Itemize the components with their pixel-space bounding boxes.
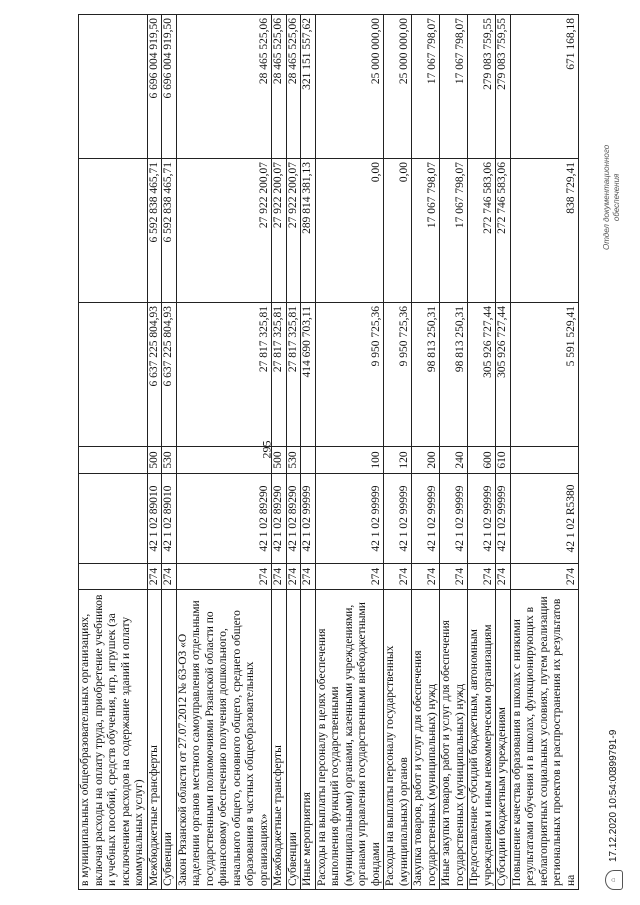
- footer-timestamp: 17.12.2020 10:54:00: [608, 770, 619, 862]
- office-stamp-line: обеспечения: [612, 173, 621, 222]
- expense-type-cell: 530: [162, 447, 177, 474]
- ministry-code-cell: 274: [384, 564, 412, 590]
- table-row: [315, 15, 384, 890]
- ministry-code-cell: 274: [301, 564, 316, 590]
- table-row: [301, 15, 316, 890]
- amount-year1-cell: 27 817 325,81: [272, 303, 287, 447]
- target-article-cell: 42 1 02 89290: [272, 474, 287, 564]
- rotated-page-content: [78, 15, 577, 890]
- expense-type-cell: 530: [286, 447, 301, 474]
- expense-type-cell: 500: [272, 447, 287, 474]
- amount-year1-cell: 5 591 529,41: [510, 303, 579, 447]
- amount-year1-cell: 98 813 250,31: [412, 303, 440, 447]
- row-name-cell: Закупка товаров, работ и услуг для обеспечения государственных (муниципальных) нужд: [412, 590, 440, 890]
- amount-year3-cell: 321 151 557,62: [301, 15, 316, 159]
- page-footer: [600, 15, 628, 890]
- row-name-cell: Предоставление субсидий бюджетным, автономным учреждениям и иным некоммерческим организациям: [468, 590, 496, 890]
- amount-year3-cell: 25 000 000,00: [315, 15, 384, 159]
- amount-year3-cell: 17 067 798,07: [412, 15, 440, 159]
- expense-type-cell: 100: [315, 447, 384, 474]
- row-name-cell: Субсидии бюджетным учреждениям: [496, 590, 511, 890]
- target-article-cell: 42 1 02 99999: [315, 474, 384, 564]
- table-row: [384, 15, 412, 890]
- target-article-cell: 42 1 02 99999: [496, 474, 511, 564]
- expense-type-cell: 200: [412, 447, 440, 474]
- target-article-cell: 42 1 02 R5380: [510, 474, 579, 564]
- target-article-cell: 42 1 02 99999: [440, 474, 468, 564]
- expense-type-cell: 610: [496, 447, 511, 474]
- table-row: [496, 15, 511, 890]
- expense-type-cell: 600: [468, 447, 496, 474]
- target-article-cell: 42 1 02 89290: [176, 474, 272, 564]
- amount-year2-cell: 27 922 200,07: [286, 159, 301, 303]
- amount-year1-cell: 6 637 225 804,93: [147, 303, 162, 447]
- table-row: [440, 15, 468, 890]
- row-name-cell: Межбюджетные трансферты: [272, 590, 287, 890]
- ministry-code-cell: 274: [147, 564, 162, 590]
- target-article-cell: 42 1 02 99999: [468, 474, 496, 564]
- target-article-cell: 42 1 02 89290: [286, 474, 301, 564]
- amount-year3-cell: 279 083 759,55: [468, 15, 496, 159]
- expense-type-cell: [510, 447, 579, 474]
- expense-type-cell: [79, 447, 148, 474]
- amount-year3-cell: 25 000 000,00: [384, 15, 412, 159]
- amount-year3-cell: 279 083 759,55: [496, 15, 511, 159]
- target-article-cell: [79, 474, 148, 564]
- expense-type-cell: [176, 447, 272, 474]
- logo-icon: ⌂: [605, 870, 623, 890]
- ministry-code-cell: 274: [412, 564, 440, 590]
- ministry-code-cell: [79, 564, 148, 590]
- amount-year1-cell: 305 926 727,44: [496, 303, 511, 447]
- row-name-cell: Расходы на выплаты персоналу в целях обеспечения выполнения функций государственными (муниципальными) органами, казенными учреждениями, органами управления государственными внебюджетными фондами: [315, 590, 384, 890]
- target-article-cell: 42 1 02 89010: [147, 474, 162, 564]
- row-name-cell: Иные мероприятия: [301, 590, 316, 890]
- amount-year2-cell: 838 729,41: [510, 159, 579, 303]
- table-row: [468, 15, 496, 890]
- amount-year1-cell: 414 690 703,11: [301, 303, 316, 447]
- expense-type-cell: 240: [440, 447, 468, 474]
- expense-type-cell: [301, 447, 316, 474]
- amount-year2-cell: 272 746 583,06: [468, 159, 496, 303]
- table-row: [272, 15, 287, 890]
- table-row: [176, 15, 272, 890]
- table-row: [412, 15, 440, 890]
- row-name-cell: Субвенции: [286, 590, 301, 890]
- amount-year2-cell: 0,00: [384, 159, 412, 303]
- ministry-code-cell: 274: [272, 564, 287, 590]
- amount-year2-cell: 0,00: [315, 159, 384, 303]
- row-name-cell: Закон Рязанской области от 27.07.2012 № 63-ОЗ «О наделении органов местного самоуправления отдельными государственными полномочиями Рязанской области по финансовому обеспечению получения дошкольного, начального общего, основного общего, среднего общего образования в частных общеобразовательных организациях»: [176, 590, 272, 890]
- table-row: [79, 15, 148, 890]
- amount-year2-cell: [79, 159, 148, 303]
- office-stamp: [602, 145, 622, 250]
- amount-year2-cell: 289 814 381,13: [301, 159, 316, 303]
- target-article-cell: 42 1 02 89010: [162, 474, 177, 564]
- row-name-cell: Межбюджетные трансферты: [147, 590, 162, 890]
- page-number: 295: [259, 440, 274, 459]
- amount-year2-cell: 27 922 200,07: [176, 159, 272, 303]
- amount-year3-cell: 17 067 798,07: [440, 15, 468, 159]
- expense-type-cell: 500: [147, 447, 162, 474]
- ministry-code-cell: 274: [315, 564, 384, 590]
- amount-year1-cell: 305 926 727,44: [468, 303, 496, 447]
- ministry-code-cell: 274: [162, 564, 177, 590]
- amount-year2-cell: 17 067 798,07: [440, 159, 468, 303]
- row-name-cell: Иные закупки товаров, работ и услуг для обеспечения государственных (муниципальных) нужд: [440, 590, 468, 890]
- office-stamp-line: Отдел документационного: [602, 144, 611, 250]
- amount-year1-cell: 9 950 725,36: [384, 303, 412, 447]
- ministry-code-cell: 274: [468, 564, 496, 590]
- amount-year2-cell: 6 592 838 465,71: [147, 159, 162, 303]
- amount-year3-cell: [79, 15, 148, 159]
- target-article-cell: 42 1 02 99999: [412, 474, 440, 564]
- amount-year3-cell: 6 696 004 919,50: [162, 15, 177, 159]
- ministry-code-cell: 274: [440, 564, 468, 590]
- target-article-cell: 42 1 02 99999: [384, 474, 412, 564]
- amount-year2-cell: 27 922 200,07: [272, 159, 287, 303]
- table-row: [147, 15, 162, 890]
- ministry-code-cell: 274: [496, 564, 511, 590]
- amount-year1-cell: 98 813 250,31: [440, 303, 468, 447]
- amount-year3-cell: 28 465 525,06: [272, 15, 287, 159]
- budget-table-body: [79, 15, 579, 890]
- ministry-code-cell: 274: [286, 564, 301, 590]
- budget-table: [78, 14, 579, 890]
- amount-year1-cell: 9 950 725,36: [315, 303, 384, 447]
- row-name-cell: Расходы на выплаты персоналу государственных (муниципальных) органов: [384, 590, 412, 890]
- amount-year1-cell: [79, 303, 148, 447]
- amount-year3-cell: 6 696 004 919,50: [147, 15, 162, 159]
- footer-document-id: 399791-9: [608, 729, 619, 772]
- amount-year3-cell: 28 465 525,06: [286, 15, 301, 159]
- amount-year2-cell: 17 067 798,07: [412, 159, 440, 303]
- amount-year2-cell: 272 746 583,06: [496, 159, 511, 303]
- ministry-code-cell: 274: [510, 564, 579, 590]
- row-name-cell: Повышение качества образования в школах с низкими результатами обучения и в школах, функционирующих в неблагоприятных социальных условиях, путем реализации региональных проектов и распространения их результатов на: [510, 590, 579, 890]
- amount-year1-cell: 6 637 225 804,93: [162, 303, 177, 447]
- amount-year1-cell: 27 817 325,81: [286, 303, 301, 447]
- amount-year3-cell: 28 465 525,06: [176, 15, 272, 159]
- expense-type-cell: 120: [384, 447, 412, 474]
- amount-year3-cell: 671 168,18: [510, 15, 579, 159]
- table-row: [286, 15, 301, 890]
- ministry-code-cell: 274: [176, 564, 272, 590]
- table-row: [510, 15, 579, 890]
- row-name-cell: Субвенции: [162, 590, 177, 890]
- amount-year1-cell: 27 817 325,81: [176, 303, 272, 447]
- amount-year2-cell: 6 592 838 465,71: [162, 159, 177, 303]
- table-row: [162, 15, 177, 890]
- row-name-cell: в муниципальных общеобразовательных организациях, включая расходы на оплату труда, приобретение учебников и учебных пособий, средств обучения, игр, игрушек (за исключением расходов на содержание зданий и оплату коммунальных услуг): [79, 590, 148, 890]
- target-article-cell: 42 1 02 99999: [301, 474, 316, 564]
